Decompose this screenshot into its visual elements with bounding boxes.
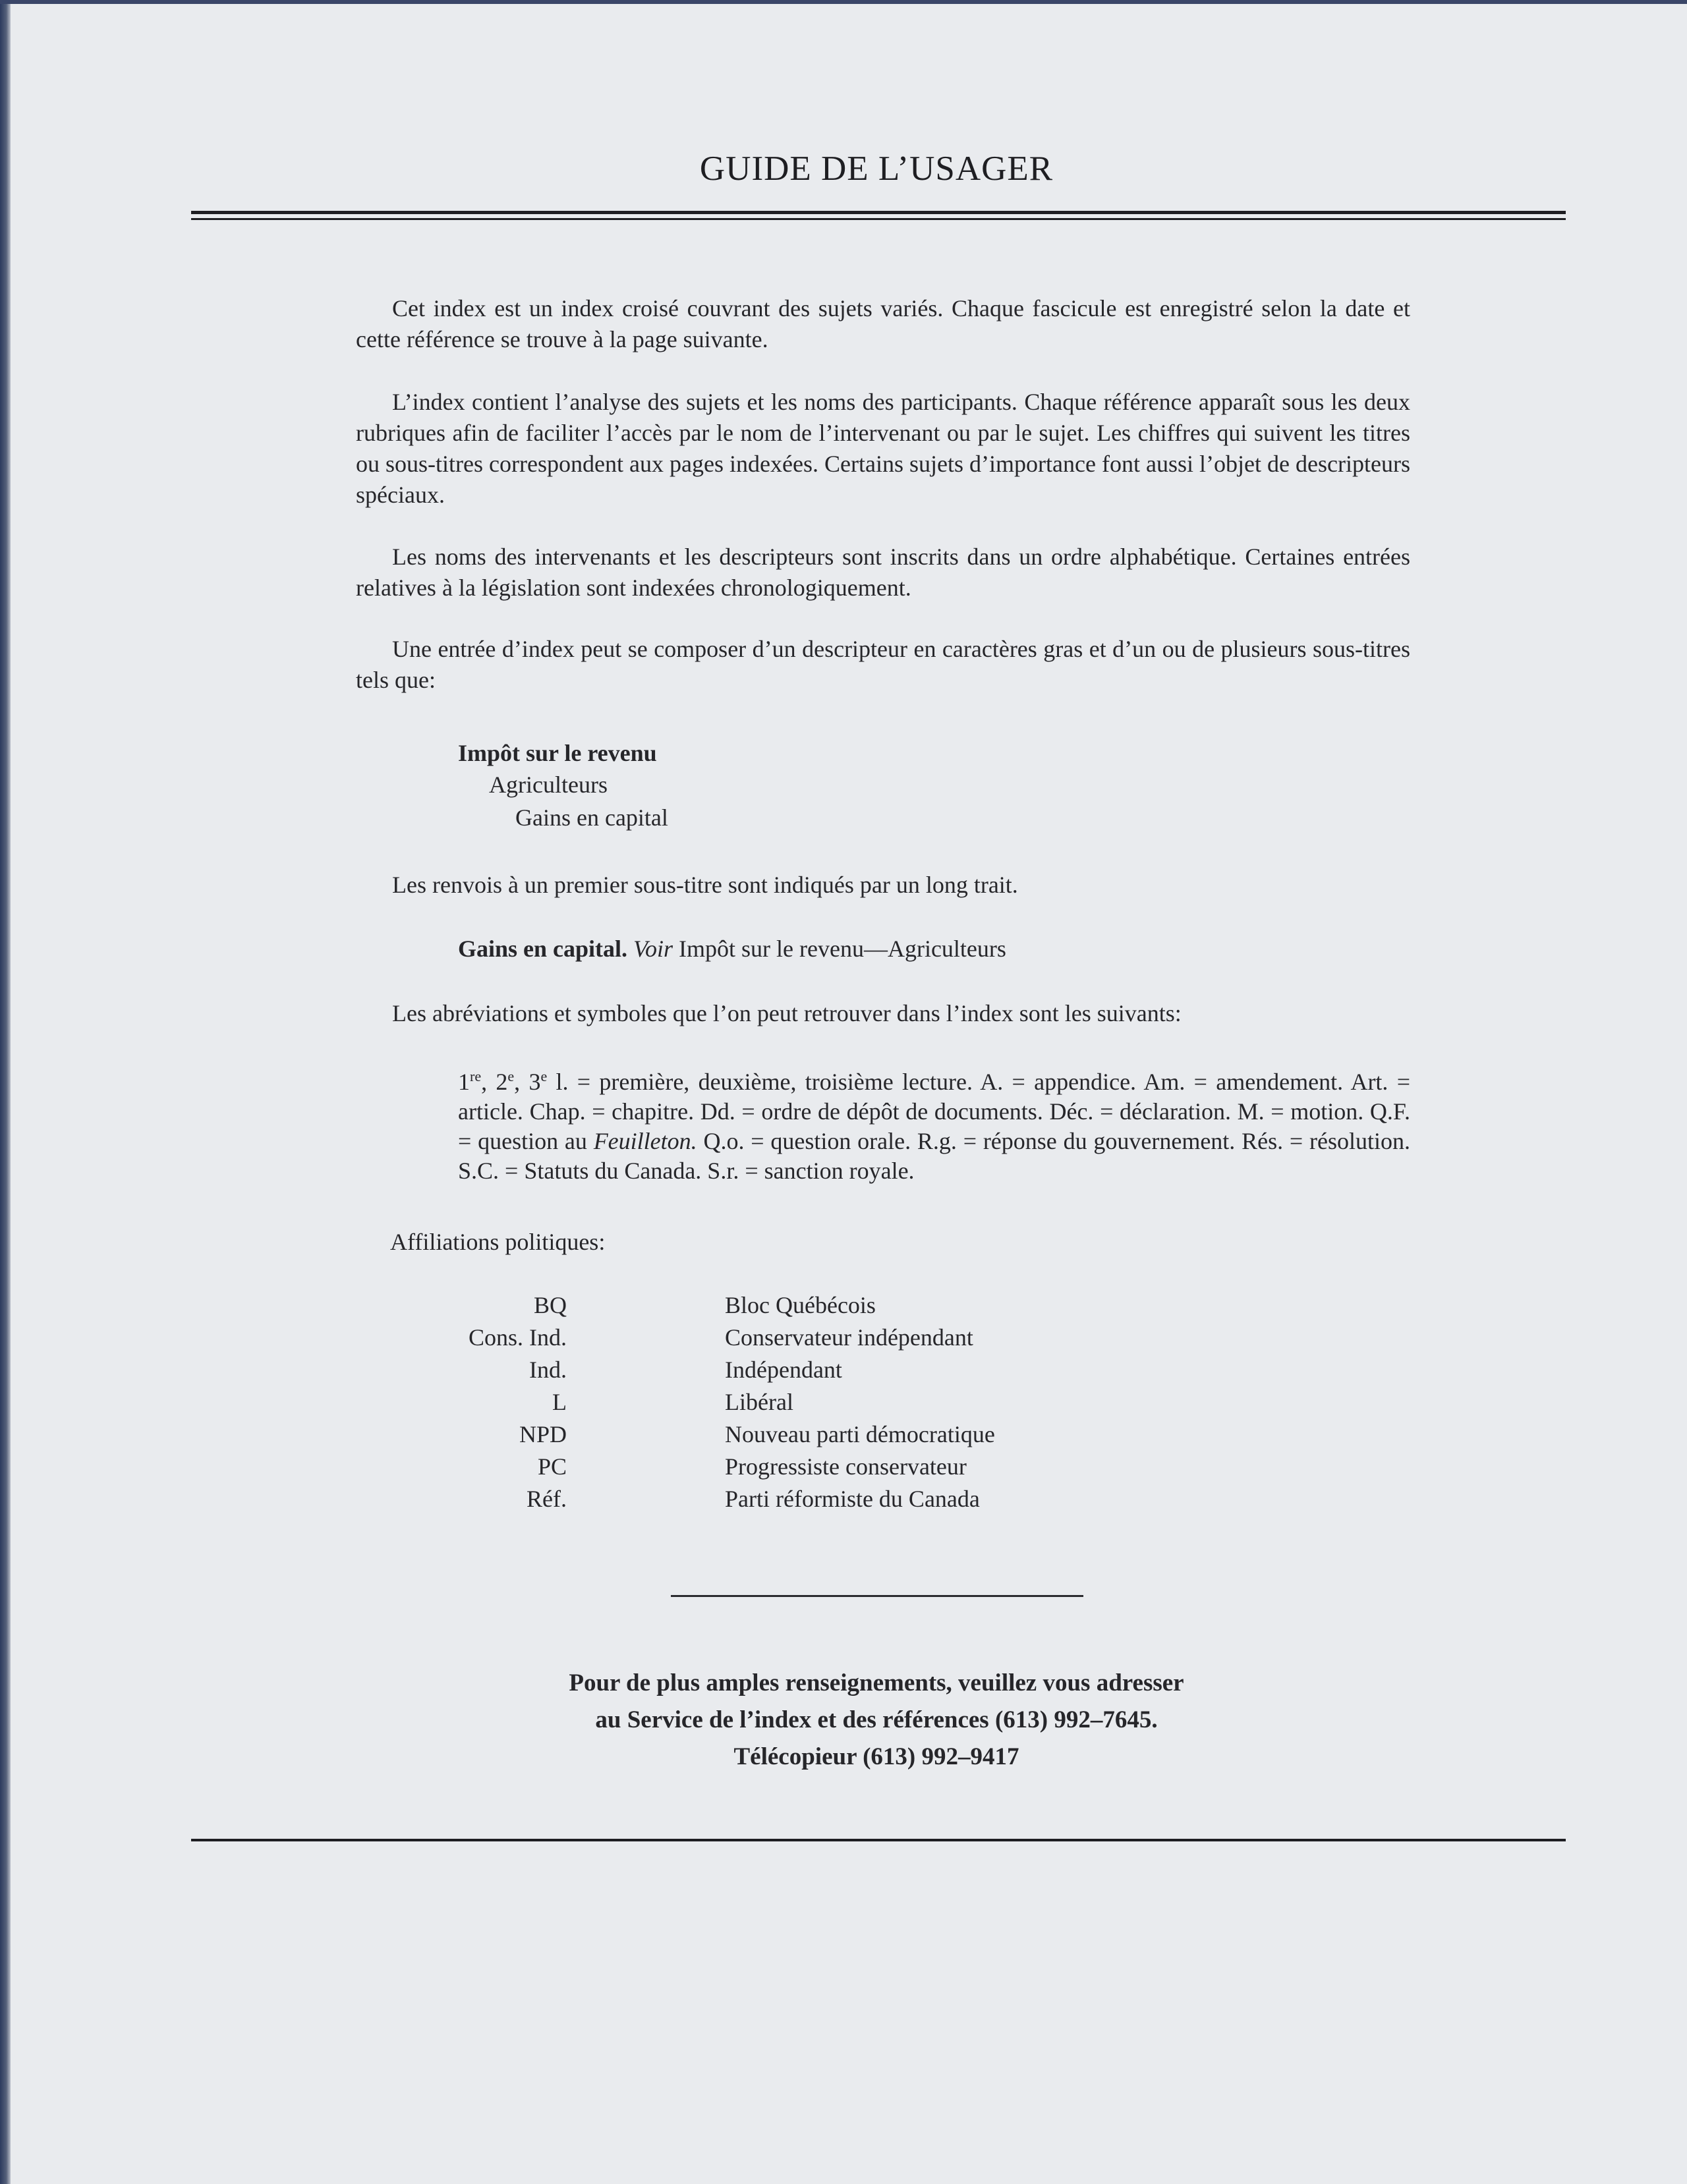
renvois-text: Les renvois à un premier sous-titre sont indiqués par un long trait.: [392, 872, 1018, 898]
example-descriptor: Impôt sur le revenu: [458, 740, 657, 766]
renvoi-example: [458, 934, 1006, 965]
abbr-italic: Feuilleton.: [593, 1128, 697, 1154]
footer-rule: [191, 1839, 1566, 1841]
party-code: Cons. Ind.: [468, 1324, 567, 1351]
party-code: NPD: [519, 1421, 567, 1447]
abbr-sup2: e: [507, 1068, 515, 1084]
abbr-ord3: , 3: [514, 1069, 541, 1095]
party-code: PC: [537, 1453, 567, 1480]
party-name: Indépendant: [725, 1357, 842, 1383]
party-name: Conservateur indépendant: [725, 1324, 973, 1351]
party-name: Bloc Québécois: [725, 1292, 876, 1318]
party-code: BQ: [533, 1292, 567, 1318]
book-spine-edge: [0, 0, 11, 2184]
paragraph-entry: Une entrée d’index peut se composer d’un descripteur en caractères gras et d’un ou de plusieurs sous-titres tels que:: [356, 636, 1410, 693]
party-name: Libéral: [725, 1389, 793, 1415]
contact-line-1: Pour de plus amples renseignements, veuillez vous adresser: [569, 1669, 1184, 1696]
party-code: Ind.: [529, 1357, 567, 1383]
party-code: L: [552, 1389, 567, 1415]
abbr-text1: l. = première, deuxième, troisième lecture. A. = appendice. Am. = amendement. Art. = article. Chap. = chapitre. Dd. = ordre de dépôt de documents. Déc. = déclaration. M. = motion. Q.F. = question au: [458, 1069, 1411, 1154]
party-name: Parti réformiste du Canada: [725, 1486, 980, 1512]
contact-line-3: Télécopieur (613) 992–9417: [733, 1743, 1019, 1770]
abbr-text2: Q.o. = question orale. R.g. = réponse du gouvernement. Rés. = résolution. S.C. = Statuts du Canada. S.r. = sanction royale.: [458, 1128, 1410, 1184]
renvoi-rest: Impôt sur le revenu—Agriculteurs: [679, 936, 1006, 962]
abbr-ord2: , 2: [481, 1069, 508, 1095]
paragraph-order: Les noms des intervenants et les descripteurs sont inscrits dans un ordre alphabétique. Certaines entrées relatives à la législation sont indexées chronologiquement.: [356, 544, 1410, 601]
abbreviations-list: [458, 1067, 1410, 1186]
abbr-sup3: e: [540, 1068, 548, 1084]
example-subtitle-1: Agriculteurs: [489, 771, 608, 798]
paragraph-intro: Cet index est un index croisé couvrant des sujets variés. Chaque fascicule est enregistré selon la date et cette référence se trouve à la page suivante.: [356, 295, 1410, 352]
party-name: Nouveau parti démocratique: [725, 1421, 995, 1447]
renvoi-bold: Gains en capital.: [458, 936, 628, 962]
example-subtitle-2: Gains en capital: [515, 804, 668, 831]
paragraph-analysis: L’index contient l’analyse des sujets et les noms des participants. Chaque référence apparaît sous les deux rubriques afin de faciliter l’accès par le nom de l’intervenant ou par le sujet. Les chiffres qui suivent les titres ou sous-titres correspondent aux pages indexées. Certains sujets d’importance font aussi l’objet de descripteurs spéciaux.: [356, 389, 1410, 508]
contact-line-2: au Service de l’index et des références (613) 992–7645.: [595, 1706, 1158, 1733]
separator-rule: [671, 1595, 1083, 1597]
title-double-rule: [191, 211, 1566, 220]
party-name: Progressiste conservateur: [725, 1453, 967, 1480]
affiliations-heading: Affiliations politiques:: [390, 1229, 606, 1255]
party-code: Réf.: [527, 1486, 567, 1512]
abbrev-intro: Les abréviations et symboles que l’on peut retrouver dans l’index sont les suivants:: [392, 1000, 1182, 1026]
abbr-sup1: re: [470, 1068, 482, 1084]
renvoi-voir: Voir: [633, 936, 673, 962]
abbr-ord1: 1: [458, 1069, 470, 1095]
book-top-edge: [0, 0, 1687, 4]
page-title: GUIDE DE L’USAGER: [699, 150, 1054, 188]
